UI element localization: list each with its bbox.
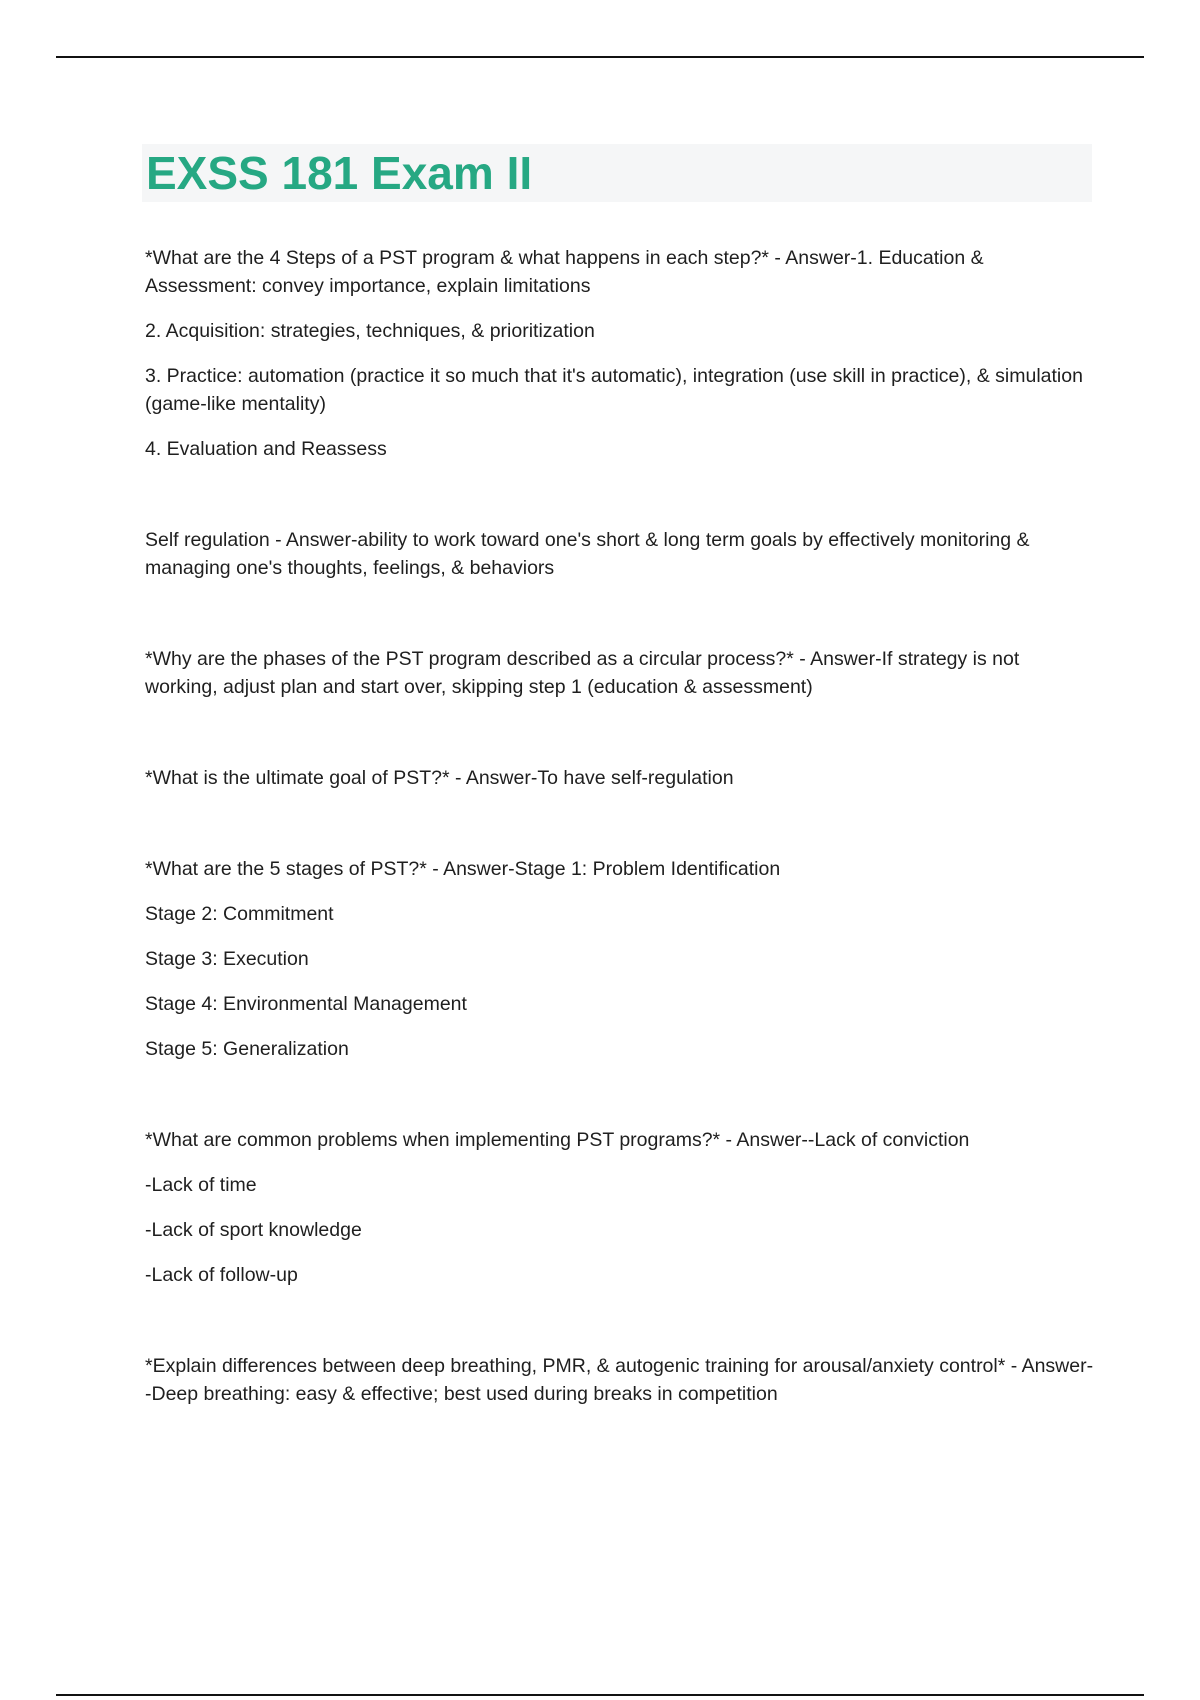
qa-block	[145, 645, 1095, 701]
spacer	[145, 809, 1095, 855]
paragraph: Self regulation - Answer-ability to work toward one's short & long term goals by effectively monitoring & managing one's thoughts, feelings, & behaviors	[145, 529, 1030, 579]
qa-block	[145, 526, 1095, 582]
paragraph: *What is the ultimate goal of PST?* - Answer-To have self-regulation	[145, 767, 734, 789]
top-rule	[56, 56, 1144, 58]
document-body	[145, 244, 1095, 1425]
paragraph: *What are the 5 stages of PST?* - Answer-Stage 1: Problem Identification	[145, 858, 781, 880]
paragraph: *What are the 4 Steps of a PST program & what happens in each step?* - Answer-1. Education & Assessment: convey importance, explain limitations	[145, 247, 984, 297]
paragraph: -Lack of sport knowledge	[145, 1219, 362, 1241]
qa-block	[145, 1126, 1095, 1289]
qa-block	[145, 764, 1095, 792]
paragraph: 3. Practice: automation (practice it so much that it's automatic), integration (use skill in practice), & simulation (game-like mentality)	[145, 365, 1083, 415]
qa-block	[145, 1352, 1095, 1408]
paragraph: -Lack of follow-up	[145, 1264, 298, 1286]
paragraph: Stage 3: Execution	[145, 948, 309, 970]
spacer	[145, 599, 1095, 645]
paragraph: 4. Evaluation and Reassess	[145, 438, 387, 460]
page-title: EXSS 181 Exam II	[146, 147, 533, 199]
paragraph: *Explain differences between deep breathing, PMR, & autogenic training for arousal/anxiety control* - Answer--Deep breathing: easy & effective; best used during breaks in competition	[145, 1355, 1094, 1405]
paragraph: *What are common problems when implementing PST programs?* - Answer--Lack of conviction	[145, 1129, 970, 1151]
paragraph: Stage 4: Environmental Management	[145, 993, 467, 1015]
bottom-rule	[56, 1694, 1144, 1696]
qa-block	[145, 244, 1095, 463]
paragraph: 2. Acquisition: strategies, techniques, & prioritization	[145, 320, 595, 342]
paragraph: Stage 5: Generalization	[145, 1038, 349, 1060]
paragraph: *Why are the phases of the PST program described as a circular process?* - Answer-If strategy is not working, adjust plan and start over, skipping step 1 (education & assessment)	[145, 648, 1020, 698]
spacer	[145, 718, 1095, 764]
spacer	[145, 1080, 1095, 1126]
qa-block	[145, 855, 1095, 1063]
paragraph: Stage 2: Commitment	[145, 903, 334, 925]
paragraph: -Lack of time	[145, 1174, 257, 1196]
spacer	[145, 1306, 1095, 1352]
spacer	[145, 480, 1095, 526]
